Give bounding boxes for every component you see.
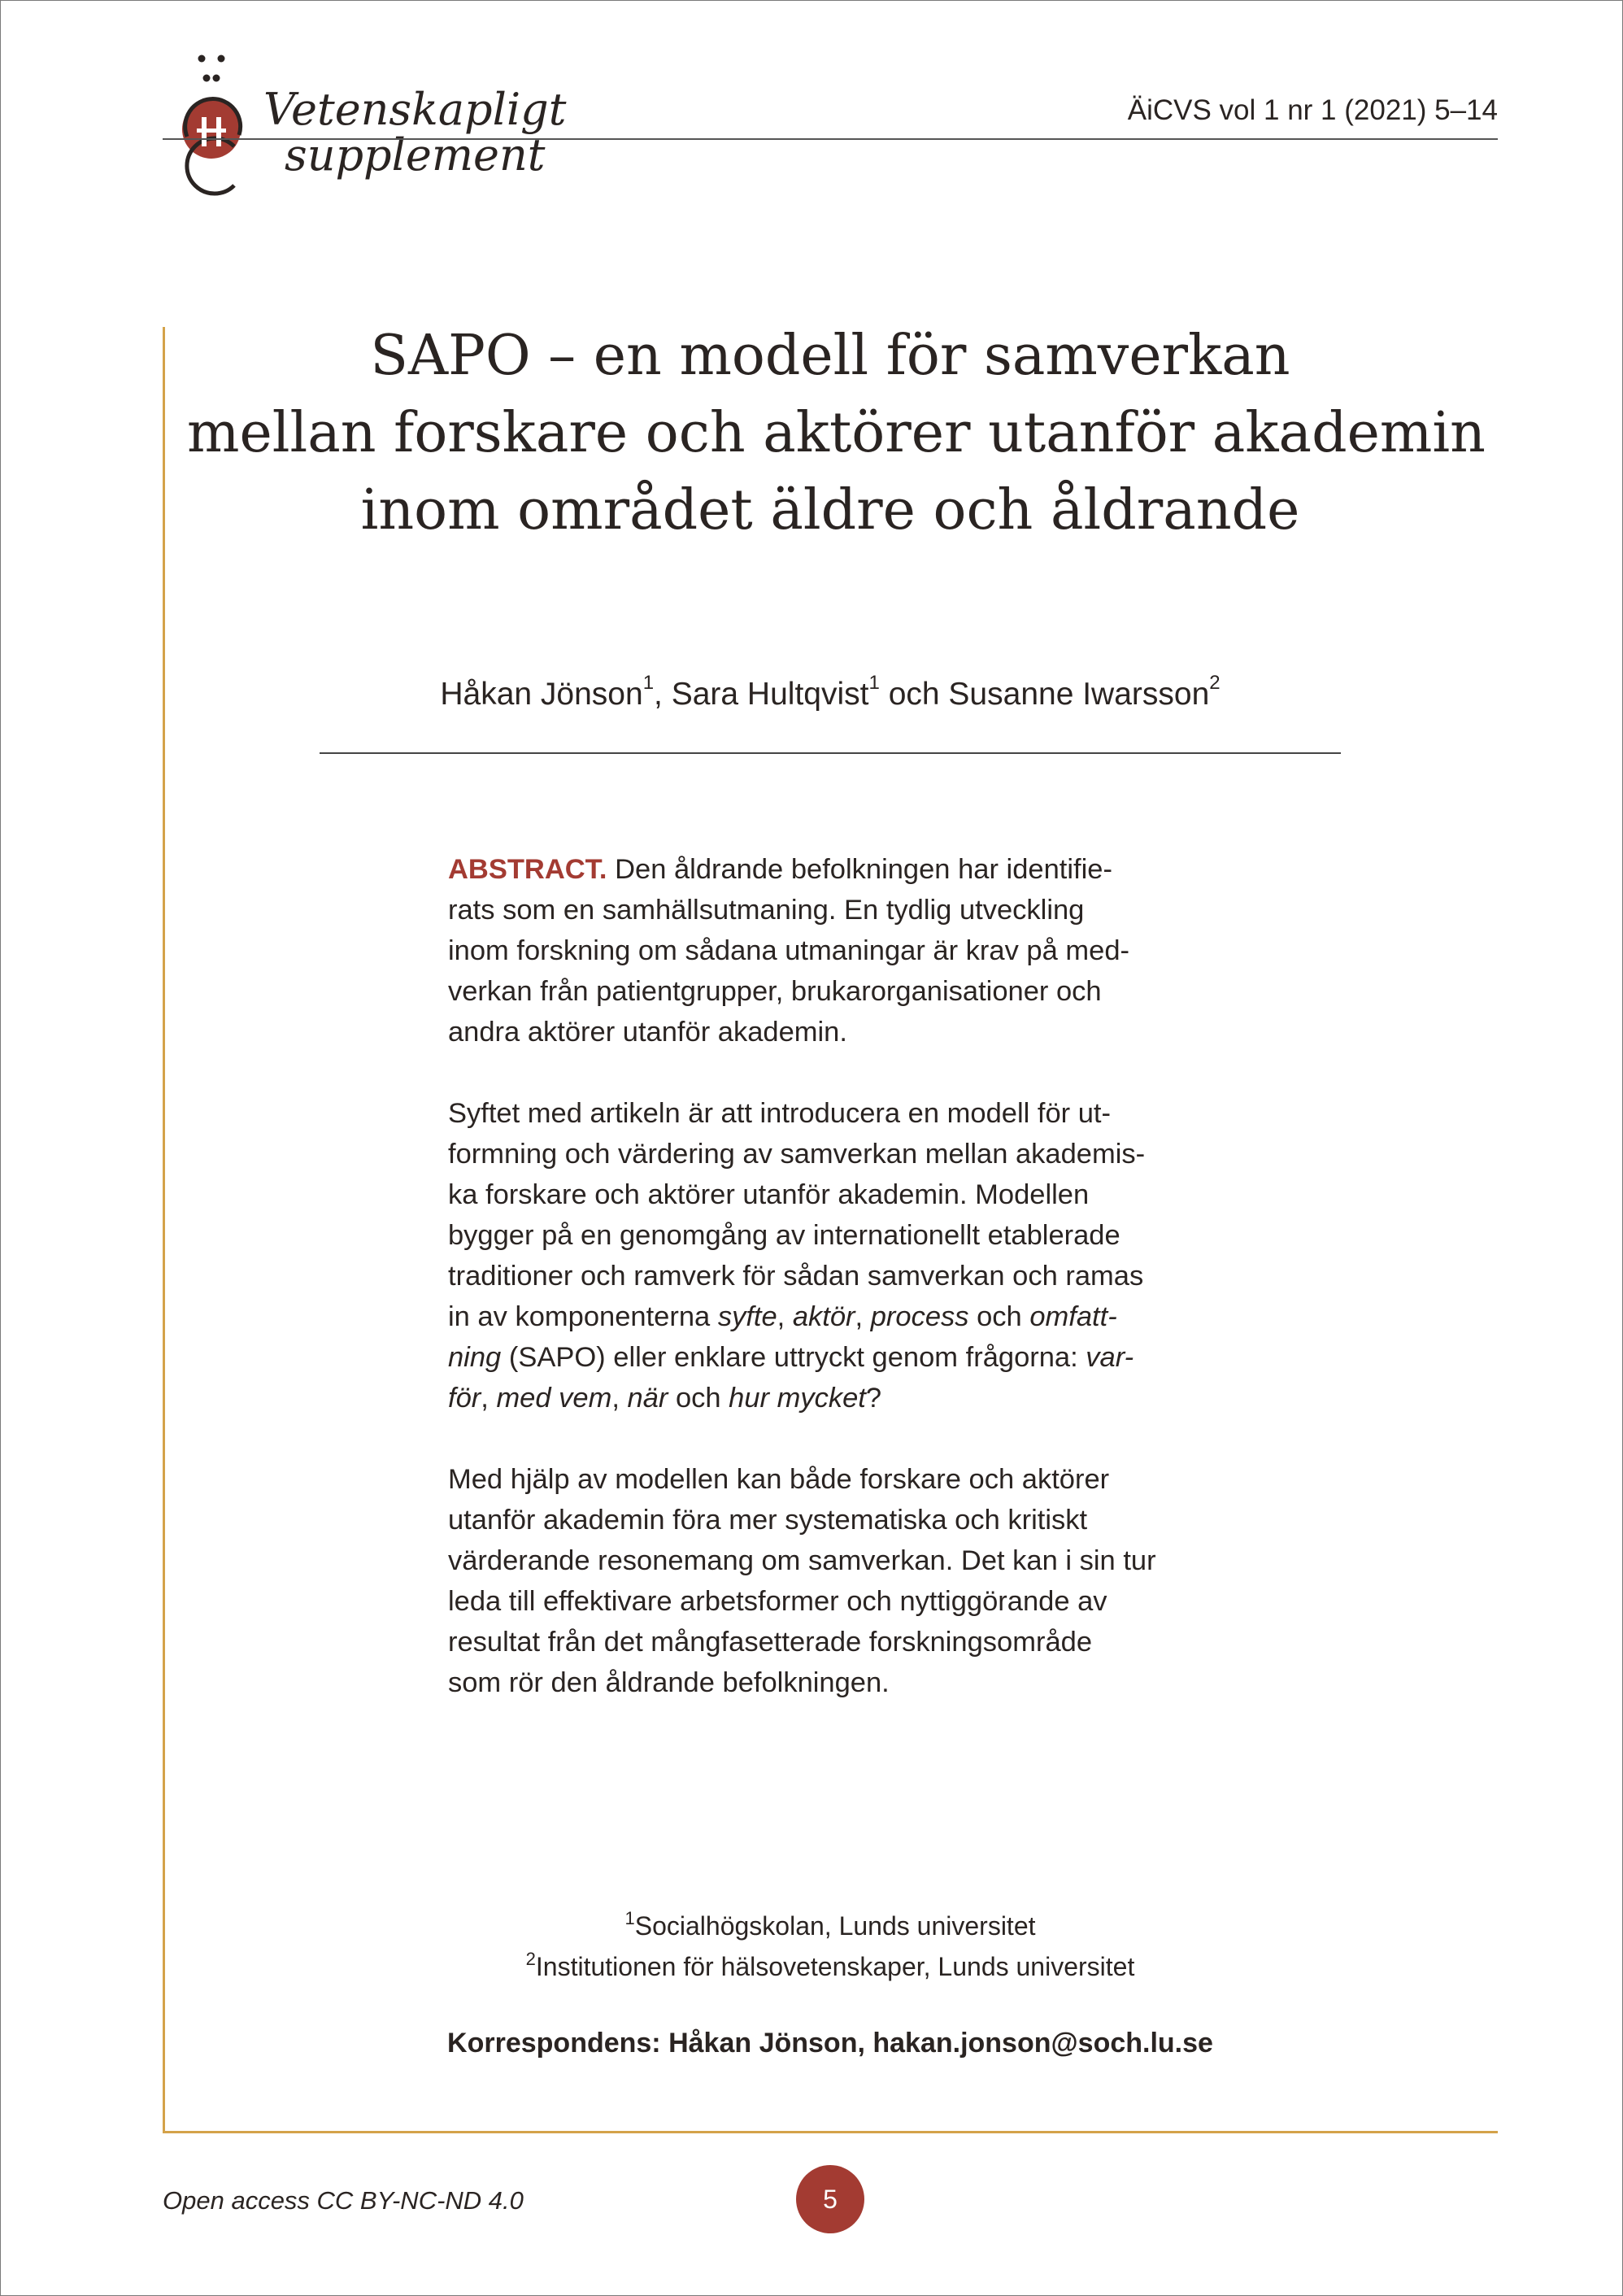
abstract-line: ning (SAPO) eller enklare uttryckt genom frågorna: var- [448, 1342, 1134, 1373]
page-number-badge: 5 [796, 2165, 864, 2233]
abstract-line: inom forskning om sådana utmaningar är krav på med- [448, 935, 1129, 966]
author-affiliation-mark: 1 [642, 672, 655, 694]
abstract-line: formning och värdering av samverkan mellan akademis- [448, 1139, 1146, 1170]
abstract-line: bygger på en genomgång av internationellt etablerade [448, 1220, 1120, 1251]
keyword: hur mycket [729, 1383, 866, 1414]
author-affiliation-mark: 2 [1209, 672, 1221, 694]
abstract-line: Med hjälp av modellen kan både forskare och aktörer [448, 1464, 1110, 1495]
journal-logo [163, 50, 585, 197]
abstract-line: ABSTRACT. Den åldrande befolkningen har identifie- [448, 854, 1112, 885]
abstract-line: ka forskare och aktörer utanför akademin. Modellen [448, 1179, 1090, 1210]
keyword: process [870, 1301, 969, 1332]
author-affiliation-mark: 1 [868, 672, 880, 694]
keyword: syfte [717, 1301, 777, 1332]
abstract-line: för, med vem, när och hur mycket? [448, 1383, 882, 1414]
author-name: Susanne Iwarsson [948, 677, 1210, 712]
abstract-line: andra aktörer utanför akademin. [448, 1017, 847, 1048]
affiliation-mark: 1 [624, 1908, 635, 1928]
abstract-line: in av komponenterna syfte, aktör, process och omfatt- [448, 1301, 1117, 1332]
logo-mark-icon [163, 50, 260, 197]
keyword: för [448, 1383, 481, 1414]
header-rule [163, 138, 1498, 140]
keyword: aktör [792, 1301, 855, 1332]
frame-bottom-line [163, 2131, 1498, 2133]
author-connector: och [888, 677, 940, 712]
abstract-line: Syftet med artikeln är att introducera en modell för ut- [448, 1098, 1111, 1129]
keyword: omfatt- [1029, 1301, 1117, 1332]
journal-reference: ÄiCVS vol 1 nr 1 (2021) 5–14 [1127, 94, 1498, 126]
abstract-line: rats som en samhällsutmaning. En tydlig utveckling [448, 895, 1085, 926]
logo-text-line1: Vetenskapligt [263, 84, 567, 135]
abstract-line: värderande resonemang om samverkan. Det kan i sin tur [448, 1545, 1156, 1576]
license-note: Open access CC BY-NC-ND 4.0 [163, 2186, 524, 2215]
author-name: Håkan Jönson [440, 677, 643, 712]
affiliation: $^1$Socialhögskolan, Lunds universitet [624, 1908, 1036, 1941]
abstract [448, 849, 1229, 1703]
keyword: när [627, 1383, 668, 1414]
author-list: Håkan Jönson$^1$, Sara Hultqvist$^1$ och Susanne Iwarsson$^2$ [440, 672, 1221, 712]
keyword: var- [1086, 1342, 1134, 1373]
logo-text-line2: supplement [285, 129, 546, 181]
frame-left-line [163, 327, 165, 2131]
title-line: mellan forskare och aktörer utanför akademin [187, 401, 1486, 465]
correspondence: Korrespondens: Håkan Jönson, hakan.jonson@soch.lu.se [447, 2028, 1213, 2059]
author-name: Sara Hultqvist [671, 677, 869, 712]
affiliation-mark: 2 [525, 1949, 536, 1969]
abstract-label: ABSTRACT. [448, 854, 607, 885]
keyword: ning [448, 1342, 502, 1373]
title-line: inom området äldre och åldrande [360, 478, 1300, 542]
abstract-line: leda till effektivare arbetsformer och nyttiggörande av [448, 1586, 1107, 1617]
abstract-line: resultat från det mångfasetterade forskningsområde [448, 1627, 1093, 1658]
abstract-line: som rör den åldrande befolkningen. [448, 1667, 890, 1698]
article-title [187, 317, 1486, 549]
abstract-line: utanför akademin föra mer systematiska och kritiskt [448, 1505, 1088, 1536]
affiliation: $^2$Institutionen för hälsovetenskaper, Lunds universitet [525, 1949, 1135, 1981]
title-line: SAPO – en modell för samverkan [370, 324, 1290, 388]
keyword: med vem [496, 1383, 612, 1414]
abstract-line: traditioner och ramverk för sådan samverkan och ramas [448, 1261, 1144, 1292]
abstract-line: verkan från patientgrupper, brukarorganisationer och [448, 976, 1102, 1007]
authors-rule [320, 752, 1341, 754]
